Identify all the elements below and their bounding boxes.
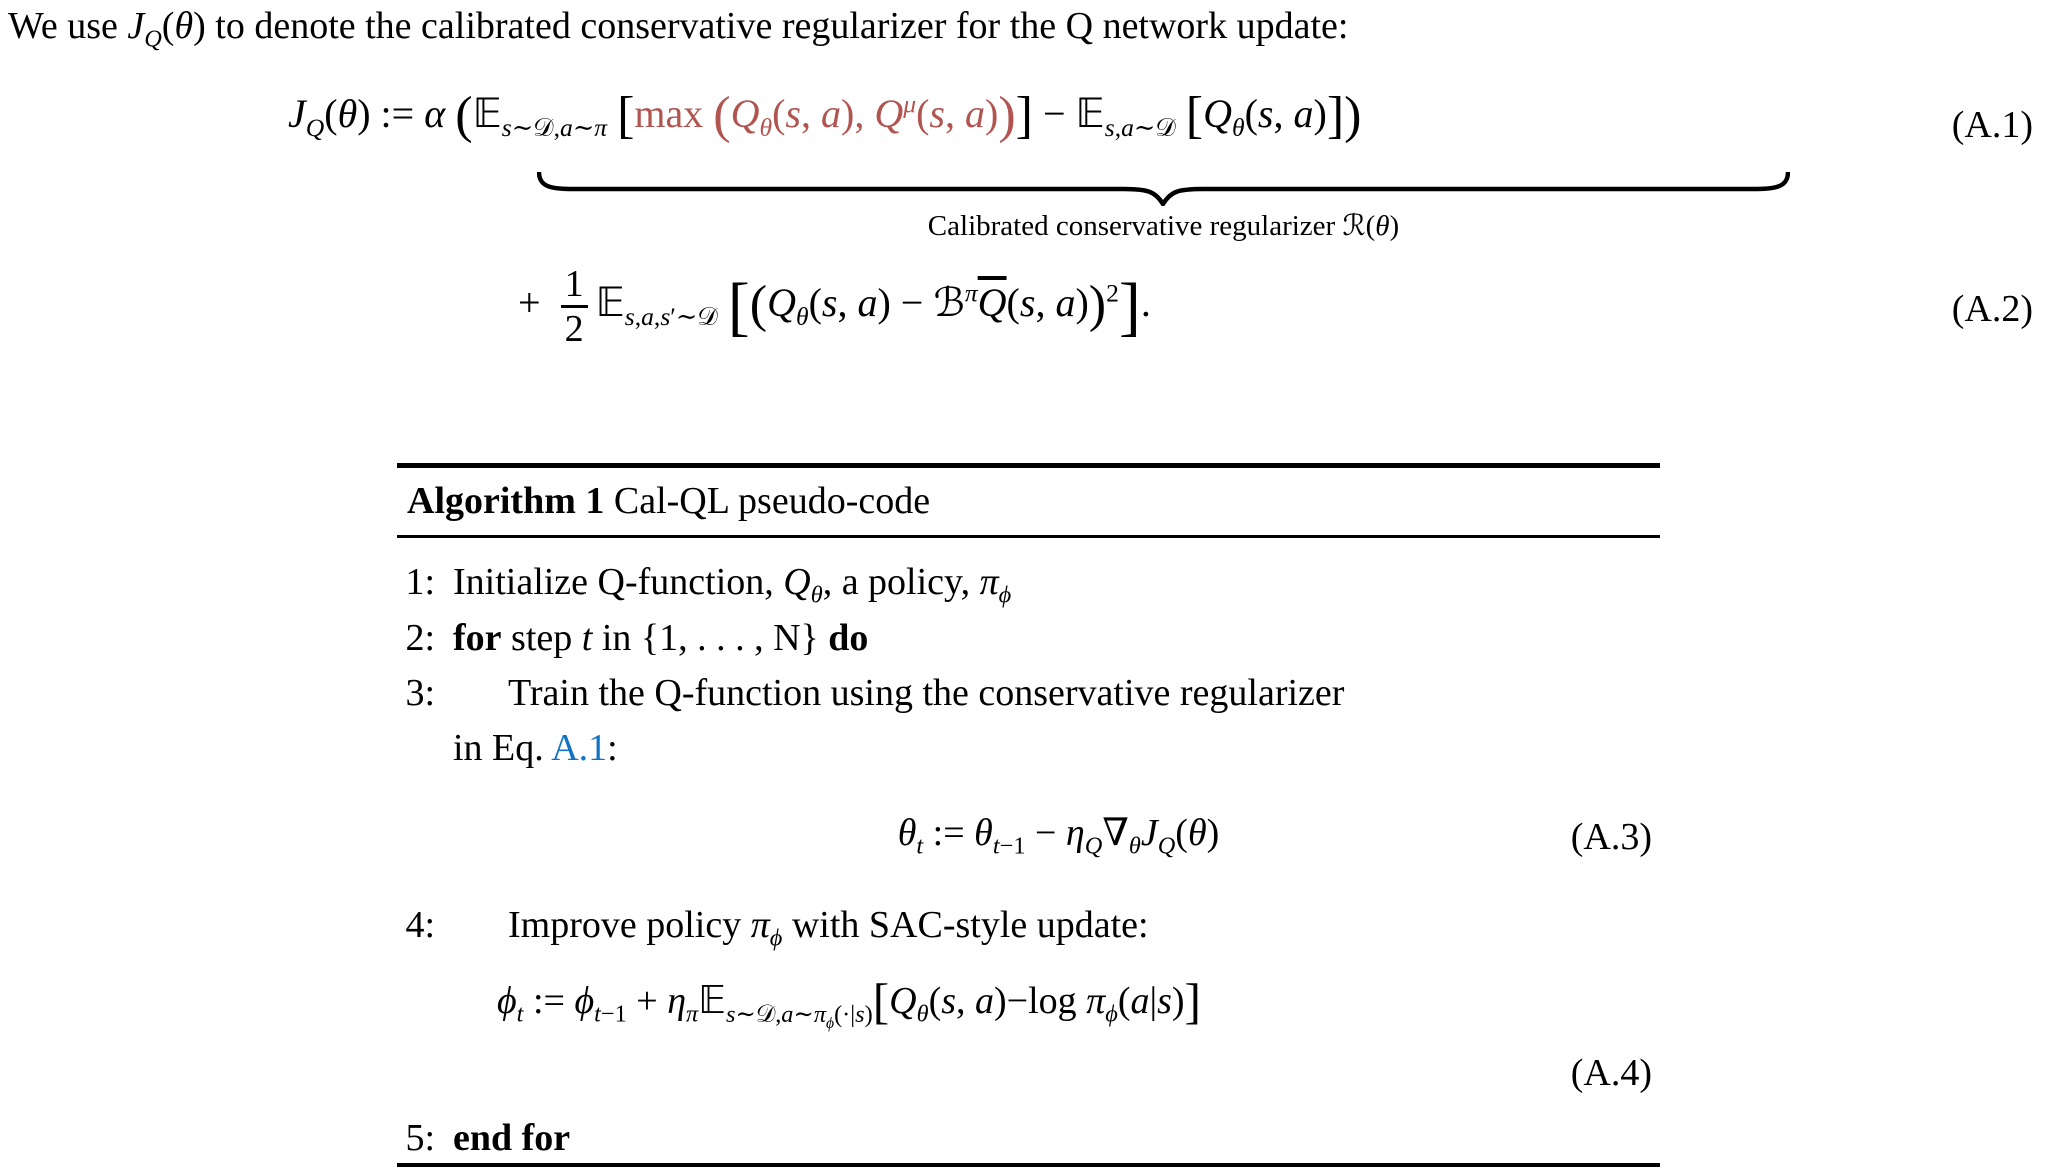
algorithm-title — [407, 479, 930, 523]
line-text: Improve policy $\pi_\phi$ with SAC-style update: — [508, 904, 1149, 952]
algorithm-line-3 — [397, 671, 1660, 715]
algorithm-title-label: Algorithm 1 — [407, 480, 605, 522]
underbrace-label: Calibrated conservative regularizer ℛ(θ) — [927, 208, 1400, 242]
algorithm-box — [397, 463, 1660, 1167]
line-number: 4: — [405, 904, 435, 946]
eq-a1-reference-link[interactable]: A.1 — [551, 727, 608, 769]
algorithm-line-1 — [397, 560, 1660, 609]
equation-a1-tag: (A.1) — [1951, 104, 2033, 146]
equation-a2-body: + $\frac{1}{2}$ 𝔼$_{s,a,s'\sim 𝒟}$ [($Q_\theta(s$, $a) - ℬ^\pi\overline{Q}(s$, a))$^2$]. — [518, 263, 1151, 350]
algorithm-line-5 — [397, 1116, 1660, 1160]
line-number: 5: — [405, 1117, 435, 1159]
line-text: Train the Q-function using the conservative regularizer — [508, 672, 1345, 714]
algorithm-line-2 — [397, 616, 1660, 660]
line-number: 1: — [405, 561, 435, 603]
algorithm-line-4 — [397, 903, 1660, 952]
algorithm-header-rule — [397, 535, 1660, 538]
algorithm-title-text: Cal-QL pseudo-code — [604, 480, 931, 522]
line-text: : — [607, 727, 618, 769]
equation-a1 — [288, 87, 1362, 144]
equation-a4-tag: (A.4) — [1570, 1052, 1652, 1094]
underbrace-icon — [537, 170, 1790, 206]
equation-a4: $\phi_t$ := $\phi_{t-1}$ + $\eta_\pi 𝔼_{s\sim 𝒟,a\sim\pi_\phi(\cdot|s)}[Q_\theta(s$, a)−log $\pi_\phi(a|s)$] — [497, 974, 1201, 1032]
equation-a3-tag: (A.3) — [1570, 816, 1652, 858]
intro-text: We use $J_Q(\theta)$ to denote the calibrated conservative regularizer for the Q network update: — [8, 5, 1349, 53]
line-text: Initialize Q-function, $Q_\theta$, a policy, $\pi_\phi$ — [453, 561, 1012, 609]
line-number: 2: — [405, 617, 435, 659]
equation-a1-braced-term: (𝔼$_{s\sim 𝒟,a\sim\pi}$ [max ($Q_\theta(s$, a), $Q^\mu(s$, a))] − 𝔼$_{s,a\sim 𝒟}$ [$Q_\theta(s$, a)]) — [455, 87, 1362, 144]
line-number: 3: — [405, 672, 435, 714]
equation-a2 — [518, 248, 1151, 366]
line-text: for step t in {1, . . . , N} do — [453, 617, 869, 659]
line-text: in Eq. — [453, 727, 552, 769]
line-text: end for — [453, 1117, 571, 1159]
equation-a2-tag: (A.2) — [1951, 288, 2033, 330]
equation-a1-lhs: $J_Q(\theta)$ := α — [288, 91, 446, 142]
algorithm-line-3-continuation — [397, 726, 1716, 770]
equation-a3: $\theta_t$ := $\theta_{t-1} - \eta_Q\nabla_\theta J_Q(\theta)$ — [897, 812, 1220, 860]
